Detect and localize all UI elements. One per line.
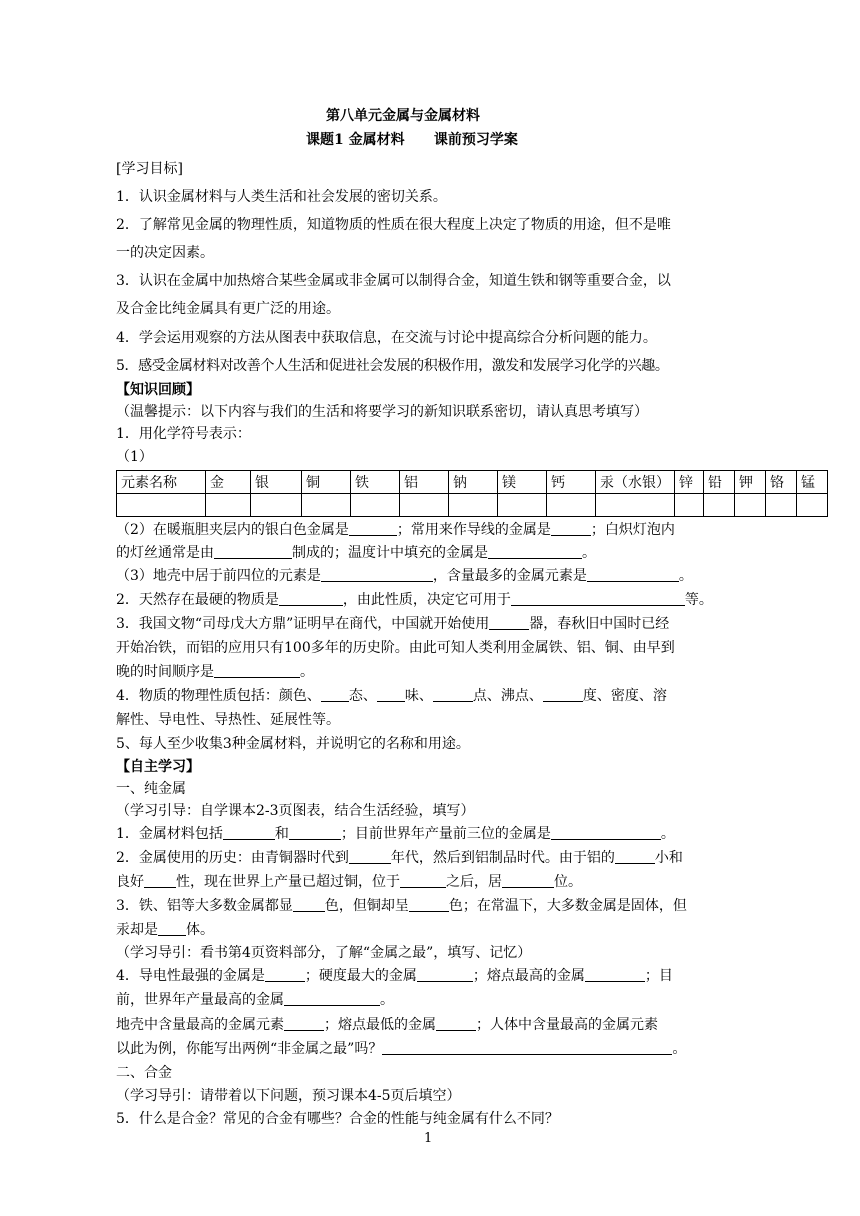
text: 体。	[186, 922, 214, 938]
review-question-3-line-3	[116, 662, 746, 682]
text: 色，但铜却呈	[324, 898, 409, 914]
text: （2）在暖瓶胆夹层内的银白色金属是	[116, 522, 349, 538]
blank[interactable]	[349, 521, 397, 536]
text: 度、密度、溶	[582, 688, 667, 704]
text: 色；在常温下，大多数金属是固体，但	[448, 898, 687, 914]
blank[interactable]	[349, 849, 391, 864]
page-number: 1	[424, 1131, 433, 1146]
blank[interactable]	[543, 687, 583, 702]
self-question-2-line-1	[116, 848, 746, 868]
text: 前，世界年产量最高的金属	[116, 992, 284, 1008]
blank[interactable]	[214, 544, 292, 559]
symbol-input-zinc[interactable]	[675, 494, 704, 517]
blank[interactable]	[489, 615, 529, 630]
blank[interactable]	[321, 687, 349, 702]
text: 汞却是	[116, 922, 158, 938]
self-question-4-line-1	[116, 966, 746, 986]
element-name-row	[117, 471, 828, 494]
blank[interactable]	[284, 991, 380, 1006]
blank[interactable]	[289, 825, 341, 840]
goals-heading: [学习目标]	[116, 161, 183, 177]
blank[interactable]	[409, 897, 449, 912]
lesson-title: 课题1 金属材料 课前预习学案	[306, 132, 518, 148]
blank[interactable]	[158, 921, 186, 936]
review-question-1: 1．用化学符号表示：	[116, 426, 251, 442]
symbol-input-mercury[interactable]	[596, 494, 675, 517]
guide-3: （学习导引：请带着以下问题，预习课本4-5页后填空）	[116, 1088, 461, 1104]
symbol-input-sodium[interactable]	[449, 494, 498, 517]
text: 的灯丝通常是由	[116, 545, 214, 561]
goal-1: 1．认识金属材料与人类生活和社会发展的密切关系。	[116, 189, 447, 205]
table-cell-aluminum: 铝	[400, 471, 449, 494]
review-question-3-line-1	[116, 614, 746, 634]
goal-4: 4．学会运用观察的方法从图表中获取信息，在交流与讨论中提高综合分析问题的能力。	[116, 330, 657, 346]
symbol-input-lead[interactable]	[704, 494, 735, 517]
blank[interactable]	[615, 849, 655, 864]
table-cell-empty	[117, 494, 206, 517]
review-question-1-part-2-line-2	[116, 543, 746, 563]
goal-3-line-1: 3．认识在金属中加热熔合某些金属或非金属可以制得合金，知道生铁和钢等重要合金，以	[116, 273, 671, 289]
self-question-2-line-2	[116, 872, 746, 892]
text: 态、	[348, 688, 377, 704]
self-question-1	[116, 824, 746, 844]
blank[interactable]	[400, 873, 446, 888]
review-question-1-part-3	[116, 566, 746, 586]
guide-1: （学习引导：自学课本2-3页图表，结合生活经验，填写）	[116, 803, 475, 819]
table-cell-zinc: 锌	[675, 471, 704, 494]
review-tip: （温馨提示：以下内容与我们的生活和将要学习的新知识联系密切，请认真思考填写）	[116, 404, 648, 420]
text: 2．天然存在最硬的物质是	[116, 592, 279, 608]
symbol-input-aluminum[interactable]	[400, 494, 449, 517]
table-cell-copper: 铜	[302, 471, 351, 494]
text: 以此为例，你能写出两例“非金属之最”吗？	[116, 1041, 383, 1057]
text: 。	[380, 992, 394, 1008]
text: 地壳中含量最高的金属元素	[116, 1017, 284, 1033]
goal-2-line-2: 一的决定因素。	[116, 245, 214, 261]
section-alloys: 二、合金	[116, 1065, 172, 1081]
table-cell-gold: 金	[206, 471, 251, 494]
text: 性，现在世界上产量已超过铜，位于	[176, 874, 400, 890]
self-study-heading: 【自主学习】	[116, 759, 200, 775]
blank[interactable]	[321, 567, 433, 582]
element-symbol-table	[116, 470, 828, 517]
self-question-5: 5．什么是合金？常见的合金有哪些？合金的性能与纯金属有什么不同？	[116, 1111, 559, 1127]
blank[interactable]	[382, 1040, 672, 1055]
review-question-3-line-2: 开始冶铁，而铝的应用只有100多年的历史阶。由此可知人类利用金属铁、铝、铜、由早到	[116, 640, 675, 656]
self-question-4-line-2	[116, 990, 746, 1010]
text: 小和	[654, 850, 683, 866]
text: 。	[300, 664, 314, 680]
blank[interactable]	[502, 873, 554, 888]
text: ；常用来作导线的金属是	[396, 522, 551, 538]
goal-3-line-2: 及合金比纯金属具有更广泛的用途。	[116, 301, 340, 317]
section-pure-metals: 一、纯金属	[116, 781, 186, 797]
blank[interactable]	[144, 873, 176, 888]
blank[interactable]	[265, 967, 305, 982]
blank[interactable]	[433, 687, 473, 702]
text: ；目前世界年产量前三位的金属是	[340, 826, 551, 842]
self-question-3-line-2	[116, 920, 746, 940]
blank[interactable]	[214, 663, 300, 678]
self-question-4-line-4	[116, 1039, 746, 1059]
text: ，含量最多的金属元素是	[432, 568, 587, 584]
text: ；目	[644, 968, 673, 984]
symbol-input-iron[interactable]	[351, 494, 400, 517]
text: 。	[660, 826, 675, 842]
text: ；人体中含量最高的金属元素	[476, 1017, 658, 1033]
review-question-2	[116, 590, 746, 610]
self-question-3-line-1	[116, 896, 746, 916]
table-cell-chromium: 铬	[766, 471, 797, 494]
blank[interactable]	[284, 1016, 324, 1031]
text: ；熔点最高的金属	[472, 968, 585, 984]
text: （3）地壳中居于前四位的元素是	[116, 568, 321, 584]
text: 点、沸点、	[472, 688, 543, 704]
text: 良好	[116, 874, 144, 890]
table-cell-lead: 铅	[704, 471, 735, 494]
blank[interactable]	[511, 591, 685, 606]
symbol-input-copper[interactable]	[302, 494, 351, 517]
guide-2: （学习导引：看书第4页资料部分，了解“金属之最”，填写、记忆）	[116, 945, 532, 961]
text: 。	[672, 1041, 687, 1057]
text: ；熔点最低的金属	[324, 1017, 436, 1033]
goal-2-line-1: 2．了解常见金属的物理性质，知道物质的性质在很大程度上决定了物质的用途，但不是唯	[116, 217, 671, 233]
text: 年代，然后到铝制品时代。由于铝的	[390, 850, 615, 866]
text: 3．铁、铝等大多数金属都显	[116, 898, 293, 914]
self-question-4-line-3	[116, 1015, 746, 1035]
goal-5: 5．感受金属材料对改善个人生活和促进社会发展的积极作用，激发和发展学习化学的兴趣。	[116, 358, 669, 374]
element-symbol-row	[117, 494, 828, 517]
text: 4．物质的物理性质包括：颜色、	[116, 688, 321, 704]
text: 位。	[554, 874, 582, 890]
review-question-4-line-2: 解性、导电性、导热性、延展性等。	[116, 712, 340, 728]
text: 味、	[404, 688, 433, 704]
text: 。	[582, 545, 596, 561]
blank[interactable]	[551, 521, 591, 536]
text: 。	[678, 568, 693, 584]
symbol-input-manganese[interactable]	[797, 494, 828, 517]
text: ；硬度最大的金属	[304, 968, 417, 984]
table-cell-iron: 铁	[351, 471, 400, 494]
review-question-1-part-1: （1）	[116, 449, 153, 465]
blank[interactable]	[377, 687, 405, 702]
table-cell-calcium: 钙	[547, 471, 596, 494]
symbol-input-silver[interactable]	[251, 494, 302, 517]
symbol-input-potassium[interactable]	[735, 494, 766, 517]
text: 晚的时间顺序是	[116, 664, 214, 680]
text: 2．金属使用的历史：由青铜器时代到	[116, 850, 349, 866]
text: 器，春秋旧中国时已经	[529, 616, 670, 632]
table-cell-silver: 银	[251, 471, 302, 494]
review-heading: 【知识回顾】	[116, 382, 200, 398]
text: 之后，居	[446, 874, 502, 890]
symbol-input-chromium[interactable]	[766, 494, 797, 517]
review-question-1-part-2-line-1	[116, 520, 746, 540]
blank[interactable]	[436, 1016, 476, 1031]
text: 制成的；温度计中填充的金属是	[292, 545, 488, 561]
symbol-input-gold[interactable]	[206, 494, 251, 517]
review-question-4-line-1	[116, 686, 746, 706]
unit-title: 第八单元金属与金属材料	[326, 108, 480, 124]
blank[interactable]	[223, 825, 275, 840]
blank[interactable]	[587, 567, 679, 582]
blank[interactable]	[551, 825, 661, 840]
text: 3．我国文物“司母戊大方鼎”证明早在商代，中国就开始使用	[116, 616, 490, 632]
text: ；白炽灯泡内	[590, 522, 675, 538]
symbol-input-calcium[interactable]	[547, 494, 596, 517]
table-cell-manganese: 锰	[797, 471, 828, 494]
text: 等。	[684, 592, 713, 608]
blank[interactable]	[488, 544, 582, 559]
symbol-input-magnesium[interactable]	[498, 494, 547, 517]
blank[interactable]	[293, 897, 325, 912]
table-cell-header: 元素名称	[117, 471, 206, 494]
text: 1．金属材料包括	[116, 826, 223, 842]
blank[interactable]	[585, 967, 645, 982]
table-cell-magnesium: 镁	[498, 471, 547, 494]
blank[interactable]	[279, 591, 343, 606]
table-cell-potassium: 钾	[735, 471, 766, 494]
review-question-5: 5、每人至少收集3种金属材料，并说明它的名称和用途。	[116, 736, 470, 752]
table-cell-sodium: 钠	[449, 471, 498, 494]
text: 4．导电性最强的金属是	[116, 968, 265, 984]
text: 和	[274, 826, 289, 842]
table-cell-mercury: 汞（水银）	[596, 471, 675, 494]
blank[interactable]	[417, 967, 473, 982]
text: ，由此性质，决定它可用于	[342, 592, 511, 608]
